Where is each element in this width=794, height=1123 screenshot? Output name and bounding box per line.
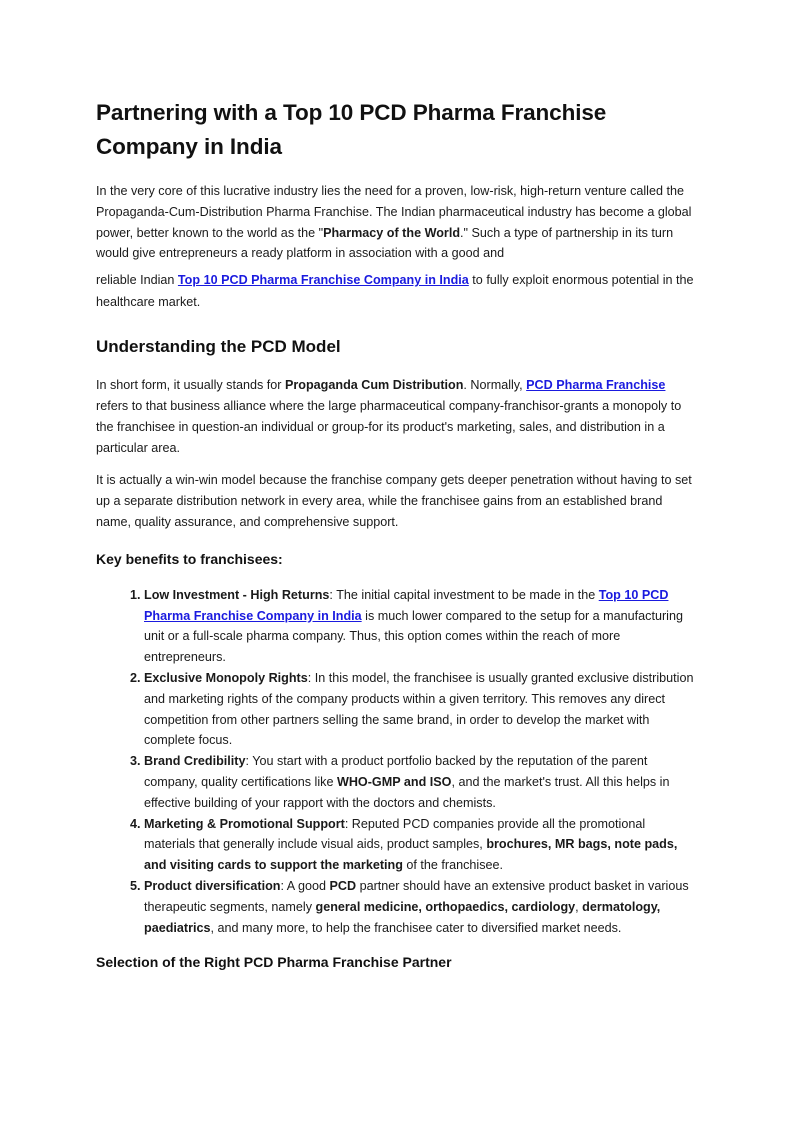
benefit-text: : Reputed PCD companies provide all the promotional materials that generally include visual aids, product samples,	[144, 816, 646, 852]
intro-paragraph	[96, 181, 698, 264]
benefit-text-cont: , and the market's trust. All this helps in effective building of your rapport with the doctors and chemists.	[144, 774, 670, 810]
list-item	[144, 585, 698, 668]
page-title: Partnering with a Top 10 PCD Pharma Franchise Company in India	[96, 100, 607, 159]
pcd-franchise-link[interactable]: PCD Pharma Franchise	[526, 378, 666, 393]
intro-text-2: reliable Indian	[96, 273, 178, 288]
list-item	[144, 814, 698, 876]
intro-text-cont: ." Such a type of partnership in its turn would give entrepreneurs a ready platform in association with a good and	[96, 225, 674, 261]
benefit-text-cont: of the franchisee.	[402, 858, 504, 873]
benefit-text: : In this model, the franchisee is usually granted exclusive distribution and marketing rights of the company products within a given territory. This removes any direct competition from other partners selling the same brand, in order to develop the market with complete focus.	[144, 670, 694, 748]
benefit-title: Exclusive Monopoly Rights	[144, 670, 308, 685]
benefit-text-cont: partner should have an extensive product basket in various therapeutic segments, namely	[144, 878, 689, 914]
pcd-model-paragraph	[96, 375, 698, 458]
benefit-title: Low Investment - High Returns	[144, 587, 330, 602]
section-heading-selection: Selection of the Right PCD Pharma Franchise Partner	[96, 954, 452, 971]
benefit-title: Marketing & Promotional Support	[144, 816, 345, 831]
benefit-title: Product diversification	[144, 878, 281, 893]
list-item	[144, 751, 698, 813]
intro-bold-text: Pharmacy of the World	[323, 225, 461, 240]
benefit-bold-text: brochures, MR bags, note pads, and visiting cards to support the marketing	[144, 837, 678, 873]
benefit-bold-text-3: dermatology, paediatrics	[144, 899, 661, 935]
benefit-bold-text: WHO-GMP and ISO	[336, 774, 452, 789]
benefit-text-cont: is much lower compared to the setup for a manufacturing unit or a full-scale pharma company. Thus, this option comes within the reach of more entrepreneurs.	[144, 608, 683, 665]
pcd-text-end: refers to that business alliance where the large pharmaceutical company-franchisor-grants a monopoly to the franchisee in question-an individual or group-for its product's marketing, sales, and distribution in a particular area.	[96, 398, 682, 455]
benefit-bold-text-2: general medicine, orthopaedics, cardiology	[315, 899, 576, 914]
benefit-text: : The initial capital investment to be made in the	[329, 587, 599, 602]
benefit-text: : You start with a product portfolio backed by the reputation of the parent company, quality certifications like	[144, 754, 648, 789]
top10-company-link[interactable]: Top 10 PCD Pharma Franchise Company in India	[177, 273, 469, 288]
win-win-paragraph: It is actually a win-win model because the franchise company gets deeper penetration without having to set up a separate distribution network in every area, while the franchisee gains from an established brand name, quality assurance, and comprehensive support.	[96, 473, 692, 529]
benefit-bold-text: PCD	[329, 878, 357, 893]
list-item	[144, 876, 698, 938]
intro-text-2-cont: to fully exploit enormous potential in the healthcare market.	[96, 273, 694, 310]
benefit-title: Brand Credibility	[144, 754, 246, 769]
top10-company-link-2[interactable]: Top 10 PCD Pharma Franchise Company in India	[144, 587, 669, 623]
benefit-text: : A good	[280, 878, 330, 893]
benefit-text-sep: ,	[575, 899, 583, 914]
benefits-list	[96, 585, 698, 939]
pcd-text: In short form, it usually stands for	[96, 378, 285, 393]
pcd-bold-text: Propaganda Cum Distribution	[284, 378, 464, 393]
intro-text: In the very core of this lucrative industry lies the need for a proven, low-risk, high-return venture called the Propaganda-Cum-Distribution Pharma Franchise. The Indian pharmaceutical industry has become a global power, better known to the world as the "	[96, 184, 692, 240]
intro-paragraph-2	[96, 269, 698, 313]
benefits-heading: Key benefits to franchisees:	[96, 550, 283, 567]
section-heading-pcd-model: Understanding the PCD Model	[96, 337, 341, 357]
benefit-text-end: , and many more, to help the franchisee cater to diversified market needs.	[210, 920, 622, 935]
pcd-text-cont: . Normally,	[463, 378, 527, 393]
list-item	[144, 668, 698, 751]
